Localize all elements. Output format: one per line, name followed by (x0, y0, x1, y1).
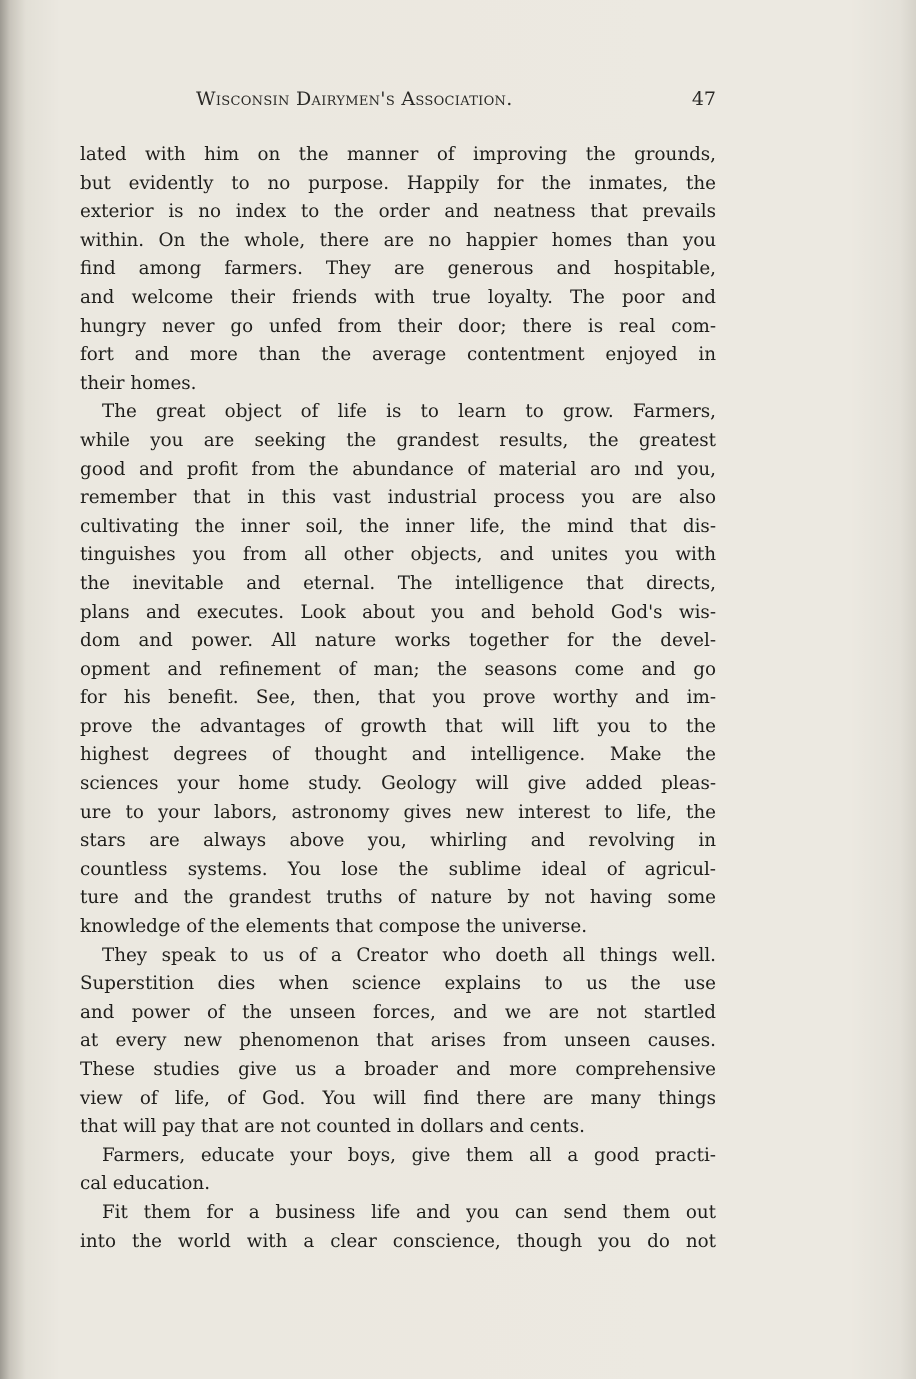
text-line: their homes. (80, 372, 197, 394)
paragraph-4 (80, 1142, 716, 1199)
text-line: remember that in this vast industrial process you are also (80, 487, 716, 509)
paragraph-5 (80, 1199, 716, 1256)
text-line: for his benefit. See, then, that you prove worthy and im- (80, 687, 716, 709)
text-line: They speak to us of a Creator who doeth all things well. (102, 944, 716, 966)
text-line: that will pay that are not counted in dollars and cents. (80, 1116, 585, 1138)
text-line: and welcome their friends with true loyalty. The poor and (80, 286, 716, 308)
text-line: good and profit from the abundance of material aro ınd you, (80, 458, 716, 480)
text-line: within. On the whole, there are no happier homes than you (80, 229, 716, 251)
text-line: fort and more than the average contentment enjoyed in (80, 344, 716, 366)
text-line: exterior is no index to the order and neatness that prevails (80, 201, 716, 223)
text-line: stars are always above you, whirling and revolving in (80, 830, 716, 852)
text-line: cal education. (80, 1173, 211, 1195)
text-line: Superstition dies when science explains to us the use (80, 973, 716, 995)
text-line: view of life, of God. You will find there are many things (80, 1087, 716, 1109)
text-line: prove the advantages of growth that will lift you to the (80, 715, 716, 737)
text-line: at every new phenomenon that arises from unseen causes. (80, 1030, 716, 1052)
paragraph-3 (80, 942, 716, 1142)
text-line: and power of the unseen forces, and we are not startled (80, 1001, 716, 1023)
text-line: dom and power. All nature works together for the devel- (80, 630, 716, 652)
text-line: opment and refinement of man; the seasons come and go (80, 658, 716, 680)
text-line: into the world with a clear conscience, though you do not (80, 1230, 716, 1252)
text-line: Fit them for a business life and you can send them out (102, 1201, 716, 1223)
text-line: ure to your labors, astronomy gives new interest to life, the (80, 801, 716, 823)
running-title: Wisconsin Dairymen's Association. (196, 88, 513, 110)
text-line: ture and the grandest truths of nature by not having some (80, 887, 716, 909)
text-line: These studies give us a broader and more comprehensive (80, 1059, 716, 1080)
text-line: Farmers, educate your boys, give them all a good practi- (102, 1144, 716, 1166)
text-line: highest degrees of thought and intelligence. Make the (80, 744, 716, 766)
paragraph-1 (80, 141, 716, 398)
text-line: The great object of life is to learn to grow. Farmers, (102, 401, 716, 423)
page-number: 47 (691, 88, 716, 110)
text-line: while you are seeking the grandest results, the greatest (80, 429, 716, 451)
text-line: countless systems. You lose the sublime ideal of agricul- (80, 858, 716, 880)
text-line: lated with him on the manner of improving the grounds, (80, 144, 716, 165)
text-line: find among farmers. They are generous and hospitable, (80, 258, 716, 280)
text-line: hungry never go unfed from their door; there is real com- (80, 315, 716, 337)
text-line: the inevitable and eternal. The intelligence that directs, (80, 572, 716, 594)
text-line: knowledge of the elements that compose the universe. (80, 916, 588, 938)
text-line: plans and executes. Look about you and behold God's wis- (80, 601, 716, 623)
body-text (80, 141, 716, 1256)
text-line: tinguishes you from all other objects, and unites you with (80, 544, 716, 566)
text-line: cultivating the inner soil, the inner life, the mind that dis- (80, 515, 716, 537)
page-header (196, 88, 716, 118)
text-line: but evidently to no purpose. Happily for the inmates, the (80, 172, 716, 194)
paragraph-2 (80, 398, 716, 941)
text-line: sciences your home study. Geology will give added pleas- (80, 773, 716, 795)
